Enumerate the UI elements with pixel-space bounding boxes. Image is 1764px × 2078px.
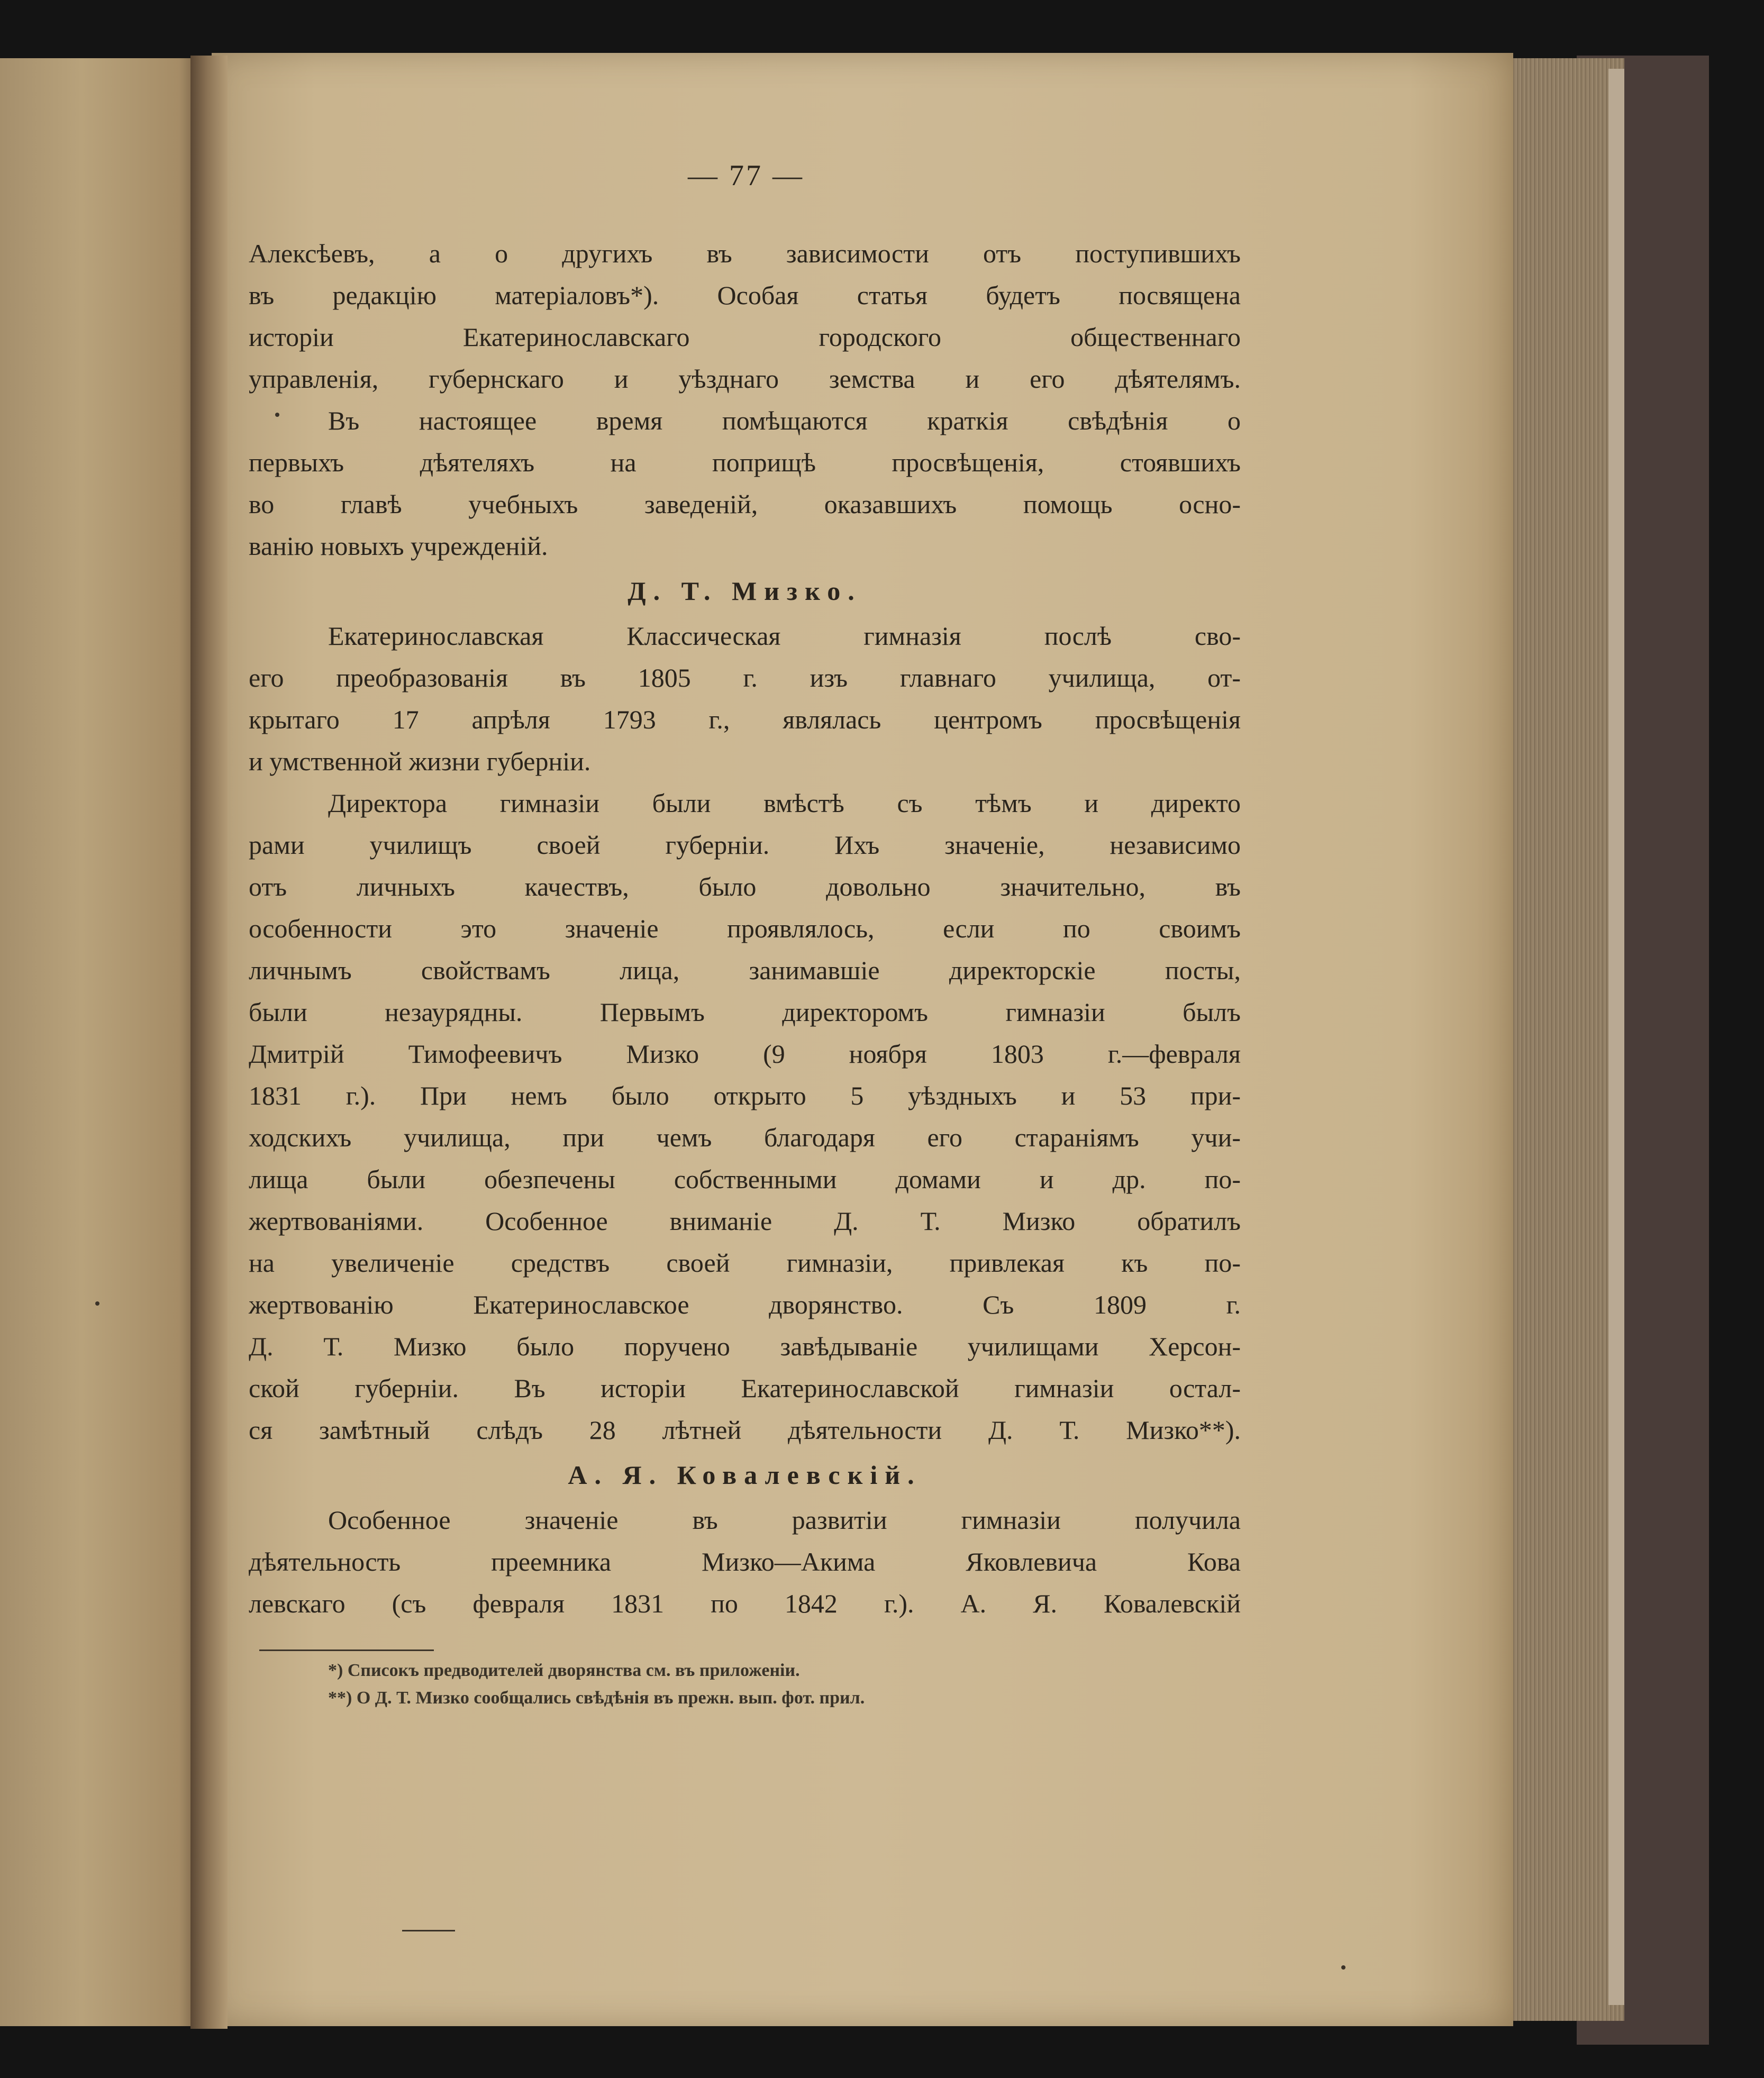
section-heading-mizko: Д. Т. Мизко. [628,576,862,606]
text-line: на увеличеніе средствъ своей гимназіи, привлекая къ по- [249,1248,1241,1278]
text-line: жертвованіями. Особенное вниманіе Д. Т. Мизко обратилъ [249,1206,1241,1236]
footnote-rule [259,1649,434,1651]
text-line: во главѣ учебныхъ заведеній, оказавшихъ помощь осно- [249,489,1241,519]
text-line: Алексѣевъ, а о другихъ въ зависимости отъ поступившихъ [249,239,1241,268]
text-line: левскаго (съ февраля 1831 по 1842 г.). А. Я. Ковалевскій [249,1589,1241,1618]
text-line: ской губерніи. Въ исторіи Екатеринославской гимназіи остал- [249,1373,1241,1403]
speck [95,1301,99,1306]
speck [1341,1965,1345,1970]
text-line: ся замѣтный слѣдъ 28 лѣтней дѣятельности Д. Т. Мизко**). [249,1415,1241,1445]
text-line: ходскихъ училища, при чемъ благодаря его стараніямъ учи- [249,1123,1241,1152]
text-line: Особенное значеніе въ развитіи гимназіи получила [328,1505,1241,1535]
text-line: жертвованію Екатеринославское дворянство. Съ 1809 г. [249,1290,1241,1319]
text-line: въ редакцію матеріаловъ*). Особая статья будетъ посвящена [249,280,1241,310]
footnote: **) О Д. Т. Мизко сообщались свѣдѣнія въ прежн. вып. фот. прил. [328,1688,865,1708]
text-line: 1831 г.). При немъ было открыто 5 уѣздныхъ и 53 при- [249,1081,1241,1110]
text-line: Д. Т. Мизко было поручено завѣдываніе училищами Херсон- [249,1332,1241,1361]
page-number: — 77 — [688,159,804,192]
text-line: дѣятельность преемника Мизко—Акима Яковлевича Кова [249,1547,1241,1576]
left-page [0,58,204,2026]
page-edge [1608,69,1624,2005]
text-line: Директора гимназіи были вмѣстѣ съ тѣмъ и директо [328,788,1241,818]
footnote: *) Списокъ предводителей дворянства см. въ приложеніи. [328,1661,800,1680]
text-line: были незаурядны. Первымъ директоромъ гимназіи былъ [249,997,1241,1027]
section-heading-kovalevsky: А. Я. Ковалевскій. [568,1460,922,1490]
text-line: рами училищъ своей губерніи. Ихъ значеніе, независимо [249,830,1241,860]
text-line: личнымъ свойствамъ лица, занимавшіе директорскіе посты, [249,955,1241,985]
text-line: первыхъ дѣятеляхъ на поприщѣ просвѣщенія, стоявшихъ [249,448,1241,477]
book-gutter [190,56,228,2029]
footnotes [328,1657,1227,1712]
text-line: Екатеринославская Классическая гимназія послѣ сво- [328,621,1241,651]
text-line: его преобразованія въ 1805 г. изъ главнаго училища, от- [249,663,1241,692]
text-line: отъ личныхъ качествъ, было довольно значительно, въ [249,872,1241,901]
text-line: исторіи Екатеринославскаго городского общественнаго [249,322,1241,352]
text-line: ванію новыхъ учрежденій. [249,531,548,561]
text-line: и умственной жизни губерніи. [249,746,591,776]
text-line: управленія, губернскаго и уѣзднаго земства и его дѣятелямъ. [249,364,1241,394]
text-line: Въ настоящее время помѣщаются краткія свѣдѣнія о [328,406,1241,435]
page-text [249,153,1241,1625]
page-block-edge [1511,58,1624,2021]
text-line: Дмитрій Тимофеевичъ Мизко (9 ноября 1803 г.—февраля [249,1039,1241,1069]
text-line: особенности это значеніе проявлялось, если по своимъ [249,914,1241,943]
text-line: крытаго 17 апрѣля 1793 г., являлась центромъ просвѣщенія [249,705,1241,734]
speck [402,1930,455,1931]
text-line: лища были обезпечены собственными домами и др. по- [249,1164,1241,1194]
